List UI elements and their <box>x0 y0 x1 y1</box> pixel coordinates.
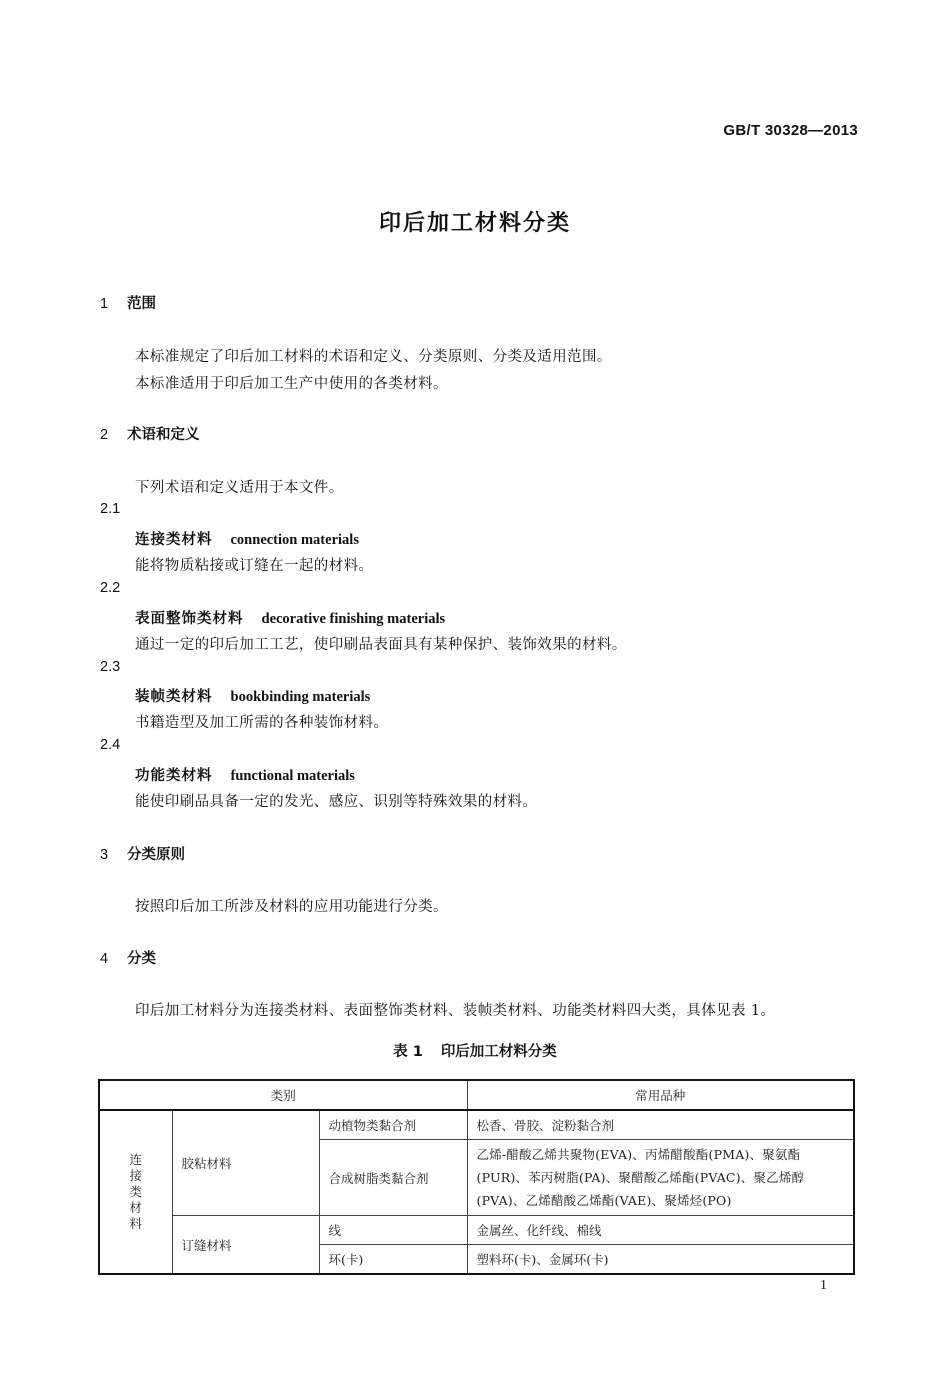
subgroup-cell: 胶粘材料 <box>172 1110 319 1216</box>
varieties-cell: 松香、骨胶、淀粉黏合剂 <box>467 1110 854 1140</box>
section-title: 范围 <box>127 296 156 312</box>
section-number: 1 <box>100 296 109 312</box>
term-heading <box>135 764 355 785</box>
clause-number: 2.4 <box>100 737 121 753</box>
term-definition: 能将物质粘接或订缝在一起的材料。 <box>135 558 374 574</box>
paragraph: 本标准规定了印后加工材料的术语和定义、分类原则、分类及适用范围。 <box>135 349 612 365</box>
term-en: bookbinding materials <box>230 689 371 705</box>
clause-number: 2.3 <box>100 659 121 675</box>
type-cell: 动植物类黏合剂 <box>319 1110 467 1140</box>
section-number: 4 <box>100 951 109 967</box>
section-title: 分类原则 <box>127 847 185 863</box>
group-cell <box>99 1110 172 1274</box>
page-number: 1 <box>820 1278 827 1293</box>
section-number: 3 <box>100 847 109 863</box>
section-heading <box>100 947 156 968</box>
varieties-cell: 乙烯-醋酸乙烯共聚物(EVA)、丙烯醋酸酯(PMA)、聚氨酯(PUR)、苯丙树脂(PA)、聚醋酸乙烯酯(PVAC)、聚乙烯醇(PVA)、乙烯醋酸乙烯酯(VAE)、聚烯烃(PO) <box>467 1140 854 1216</box>
clause-number: 2.1 <box>100 501 121 517</box>
table-row <box>99 1216 854 1245</box>
term-en: connection materials <box>230 532 359 548</box>
type-cell: 环(卡) <box>319 1245 467 1275</box>
varieties-cell: 金属丝、化纤线、棉线 <box>467 1216 854 1245</box>
table-caption <box>0 1040 950 1061</box>
term-en: decorative finishing materials <box>261 611 446 627</box>
header-category: 类别 <box>99 1080 467 1110</box>
table-caption-title: 印后加工材料分类 <box>440 1044 557 1060</box>
section-number: 2 <box>100 427 109 443</box>
paragraph: 下列术语和定义适用于本文件。 <box>135 480 344 496</box>
clause-number: 2.2 <box>100 580 121 596</box>
table-caption-number: 表 1 <box>393 1044 423 1060</box>
term-zh: 表面整饰类材料 <box>135 611 244 627</box>
term-heading <box>135 685 370 706</box>
type-cell: 合成树脂类黏合剂 <box>319 1140 467 1216</box>
table-row <box>99 1110 854 1140</box>
term-zh: 功能类材料 <box>135 768 213 784</box>
section-heading <box>100 843 185 864</box>
section-title: 术语和定义 <box>127 427 200 443</box>
section-heading <box>100 292 156 313</box>
varieties-cell: 塑料环(卡)、金属环(卡) <box>467 1245 854 1275</box>
paragraph: 按照印后加工所涉及材料的应用功能进行分类。 <box>135 899 448 915</box>
standard-code: GB/T 30328—2013 <box>723 122 858 139</box>
subgroup-cell: 订缝材料 <box>172 1216 319 1275</box>
term-heading <box>135 607 445 628</box>
term-definition: 通过一定的印后加工工艺，使印刷品表面具有某种保护、装饰效果的材料。 <box>135 637 627 653</box>
term-zh: 装帧类材料 <box>135 689 213 705</box>
term-definition: 书籍造型及加工所需的各种装饰材料。 <box>135 715 389 731</box>
term-heading <box>135 528 359 549</box>
document-title: 印后加工材料分类 <box>378 211 571 236</box>
paragraph: 印后加工材料分为连接类材料、表面整饰类材料、装帧类材料、功能类材料四大类，具体见表 1。 <box>135 1003 776 1019</box>
materials-table <box>98 1079 855 1275</box>
section-heading <box>100 423 200 444</box>
term-en: functional materials <box>230 768 355 784</box>
term-definition: 能使印刷品具备一定的发光、感应、识别等特殊效果的材料。 <box>135 794 538 810</box>
group-label: 连 接 类 材 料 <box>129 1152 142 1231</box>
table-header-row <box>99 1080 854 1110</box>
type-cell: 线 <box>319 1216 467 1245</box>
header-varieties: 常用品种 <box>467 1080 854 1110</box>
term-zh: 连接类材料 <box>135 532 213 548</box>
section-title: 分类 <box>127 951 156 967</box>
paragraph: 本标准适用于印后加工生产中使用的各类材料。 <box>135 376 448 392</box>
